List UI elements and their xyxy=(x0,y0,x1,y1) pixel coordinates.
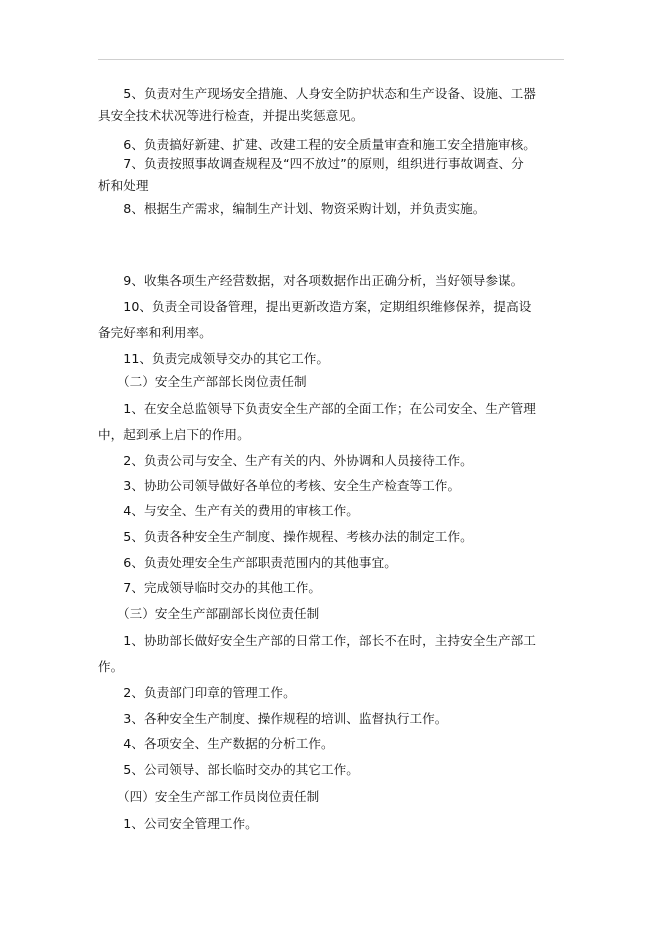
text-line: 6、负责处理安全生产部职责范围内的其他事宜。 xyxy=(98,555,397,570)
text-line: 6、负责搞好新建、扩建、改建工程的安全质量审查和施工安全措施审核。 xyxy=(98,137,536,152)
text-line: 5、负责对生产现场安全措施、人身安全防护状态和生产设备、设施、工器 xyxy=(98,86,536,101)
text-line: 2、负责公司与安全、生产有关的内、外协调和人员接待工作。 xyxy=(98,453,473,468)
paragraph-2-7 xyxy=(98,577,546,599)
paragraph-item-9 xyxy=(98,270,546,292)
text-line: 8、根据生产需求，编制生产计划、物资采购计划，并负责实施。 xyxy=(98,201,486,216)
paragraph-3-1 xyxy=(98,630,546,678)
text-line: 作。 xyxy=(98,659,124,674)
text-line: 10、负责全司设备管理，提出更新改造方案，定期组织维修保养，提高设 xyxy=(98,299,532,314)
text-line: （四）安全生产部工作员岗位责任制 xyxy=(98,789,320,804)
section-heading-4 xyxy=(98,786,546,808)
text-line: 4、与安全、生产有关的费用的审核工作。 xyxy=(98,503,359,518)
section-heading-3 xyxy=(98,603,546,625)
text-line: 2、负责部门印章的管理工作。 xyxy=(98,685,296,700)
text-line: 7、负责按照事故调查规程及“四不放过”的原则，组织进行事故调查、分 xyxy=(98,156,524,171)
paragraph-item-11 xyxy=(98,348,546,370)
paragraph-2-6 xyxy=(98,552,546,574)
paragraph-2-5 xyxy=(98,526,546,548)
text-line: 11、负责完成领导交办的其它工作。 xyxy=(98,351,330,366)
paragraph-3-5 xyxy=(98,759,546,781)
paragraph-2-4 xyxy=(98,500,546,522)
text-line: 1、公司安全管理工作。 xyxy=(98,816,258,831)
text-line: 3、各种安全生产制度、操作规程的培训、监督执行工作。 xyxy=(98,711,448,726)
text-line: 7、完成领导临时交办的其他工作。 xyxy=(98,580,322,595)
section-heading-2 xyxy=(98,371,546,393)
text-line: 9、收集各项生产经营数据，对各项数据作出正确分析，当好领导参谋。 xyxy=(98,273,524,288)
paragraph-3-2 xyxy=(98,682,546,704)
paragraph-2-1 xyxy=(98,398,546,446)
paragraph-3-4 xyxy=(98,733,546,755)
paragraph-item-5 xyxy=(98,83,546,127)
text-line: 备完好率和利用率。 xyxy=(98,325,212,340)
paragraph-3-3 xyxy=(98,708,546,730)
text-line: 1、在安全总监领导下负责安全生产部的全面工作；在公司安全、生产管理 xyxy=(98,401,536,416)
paragraph-item-10 xyxy=(98,296,546,344)
text-line: （三）安全生产部副部长岗位责任制 xyxy=(98,606,320,621)
text-line: 析和处理 xyxy=(98,178,149,193)
text-line: 1、协助部长做好安全生产部的日常工作，部长不在时，主持安全生产部工 xyxy=(98,633,536,648)
text-line: 4、各项安全、生产数据的分析工作。 xyxy=(98,736,334,751)
paragraph-4-1 xyxy=(98,813,546,835)
text-line: 5、公司领导、部长临时交办的其它工作。 xyxy=(98,762,359,777)
paragraph-item-8 xyxy=(98,198,546,220)
text-line: 5、负责各种安全生产制度、操作规程、考核办法的制定工作。 xyxy=(98,529,473,544)
header-rule xyxy=(98,59,564,60)
text-line: （二）安全生产部部长岗位责任制 xyxy=(98,374,307,389)
paragraph-item-7 xyxy=(98,153,546,197)
paragraph-2-3 xyxy=(98,475,546,497)
text-line: 3、协助公司领导做好各单位的考核、安全生产检查等工作。 xyxy=(98,478,461,493)
paragraph-2-2 xyxy=(98,450,546,472)
text-line: 具安全技术状况等进行检查，并提出奖惩意见。 xyxy=(98,108,364,123)
text-line: 中，起到承上启下的作用。 xyxy=(98,427,250,442)
